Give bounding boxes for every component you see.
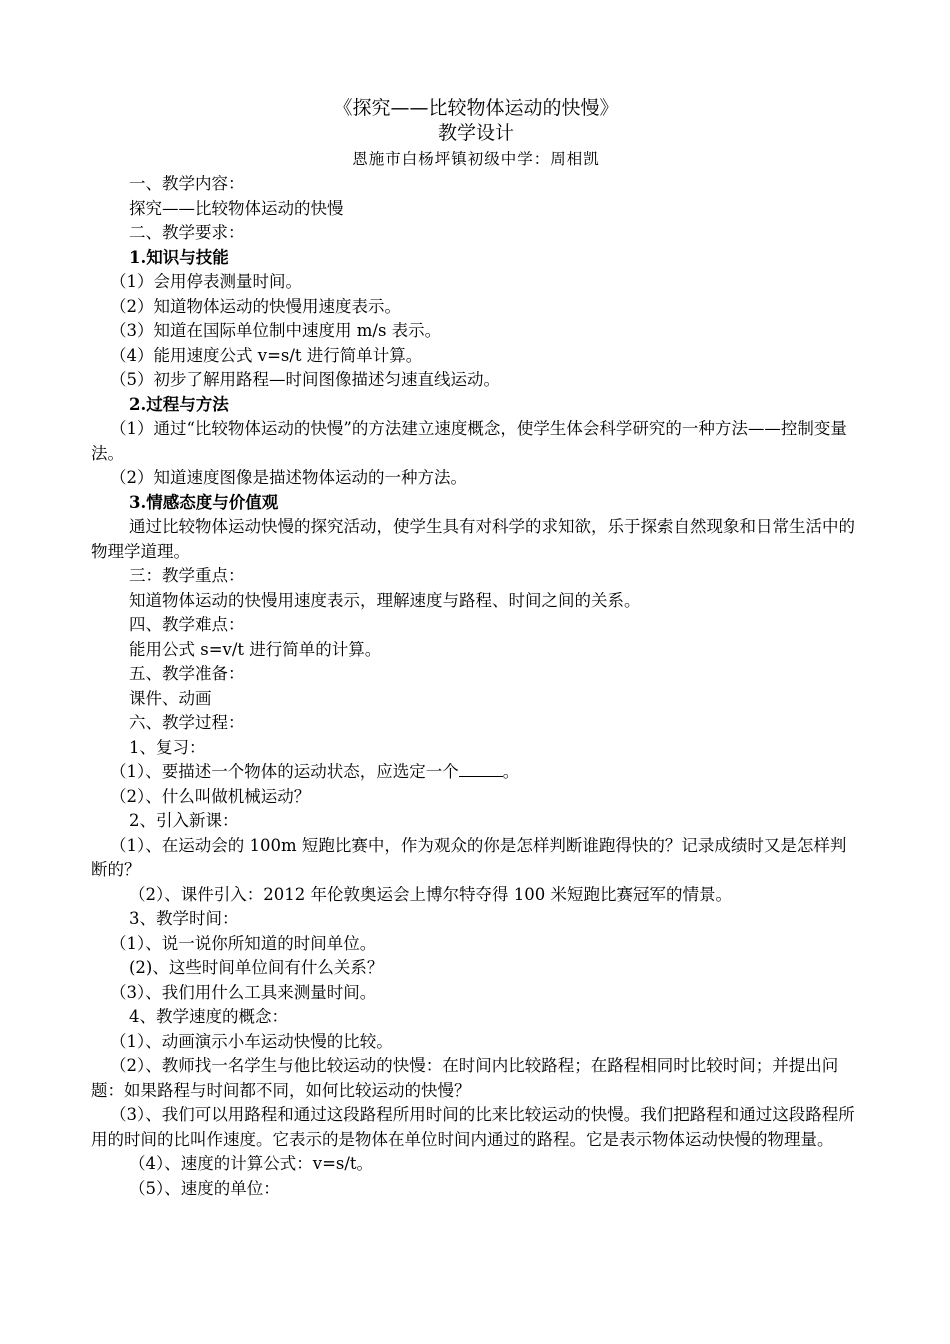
text-line: 六、教学过程： (129, 713, 245, 732)
blank-question-text: （1）、要描述一个物体的运动状态，应选定一个 (110, 762, 459, 781)
text-line: 4、教学速度的概念： (129, 1007, 288, 1026)
text-line: 3.情感态度与价值观 (129, 492, 279, 512)
text-line: 能用公式 s=v/t 进行简单的计算。 (129, 639, 382, 659)
text-line: （3）、我们可以用路程和通过这段路程所用时间的比来比较运动的快慢。我们把路程和通过这段路程所用的时间的比叫作速度。它表示的是物体在单位时间内通过的路程。它是表示物体运动快慢的物理量。 (91, 1105, 855, 1149)
text-line: 五、教学准备： (129, 664, 245, 683)
document-body (91, 96, 861, 1201)
text-line: （1）通过“比较物体运动的快慢”的方法建立速度概念，使学生体会科学研究的一种方法——控制变量法。 (91, 419, 847, 463)
text-line: 通过比较物体运动快慢的探究活动，使学生具有对科学的求知欲，乐于探索自然现象和日常生活中的物理学道理。 (91, 517, 855, 561)
text-line: （1）、在运动会的 100m 短跑比赛中，作为观众的你是怎样判断谁跑得快的？记录成绩时又是怎样判断的？ (91, 835, 847, 879)
text-line: （2）、教师找一名学生与他比较运动的快慢：在时间内比较路程；在路程相同时比较时间；并提出问题：如果路程与时间都不同，如何比较运动的快慢？ (91, 1056, 839, 1100)
text-line: （5）初步了解用路程—时间图像描述匀速直线运动。 (110, 370, 500, 389)
answer-blank (459, 762, 503, 777)
text-line: 四、教学难点： (129, 615, 245, 634)
text-line: 三：教学重点： (129, 566, 245, 585)
text-line: 1.知识与技能 (129, 247, 229, 267)
text-line: 2、引入新课： (129, 811, 239, 830)
text-line: （4）、速度的计算公式：v=s/t。 (129, 1154, 374, 1173)
document-author: 恩施市白杨坪镇初级中学：周相凯 (352, 150, 600, 168)
text-line: （2）、课件引入：2012 年伦敦奥运会上博尔特夺得 100 米短跑比赛冠军的情景。 (129, 884, 732, 904)
question-with-blank (91, 760, 861, 785)
text-line: （1）、动画演示小车运动快慢的比较。 (110, 1031, 393, 1051)
text-line: 一、教学内容： (129, 174, 245, 193)
document-subtitle: 教学设计 (437, 122, 514, 144)
text-line: （2）知道物体运动的快慢用速度表示。 (110, 296, 401, 316)
text-line: 课件、动画 (129, 688, 212, 708)
text-line: （5）、速度的单位： (129, 1178, 280, 1198)
section-lines-1 (91, 172, 861, 760)
text-line: （2）、什么叫做机械运动？ (110, 786, 311, 806)
text-line: （3）知道在国际单位制中速度用 m/s 表示。 (110, 321, 442, 340)
blank-question-end: 。 (502, 762, 520, 781)
text-line: （4）能用速度公式 v=s/t 进行简单计算。 (110, 345, 423, 365)
text-line: 知道物体运动的快慢用速度表示，理解速度与路程、时间之间的关系。 (129, 590, 641, 610)
text-line: 3、教学时间： (129, 909, 239, 928)
section-lines-2 (91, 785, 861, 1202)
text-line: （2）知道速度图像是描述物体运动的一种方法。 (110, 468, 467, 487)
document-title: 《探究——比较物体运动的快慢》 (333, 97, 619, 119)
text-line: （1）会用停表测量时间。 (110, 272, 302, 291)
text-line: （1）、说一说你所知道的时间单位。 (110, 933, 377, 953)
text-line: 2.过程与方法 (129, 394, 229, 414)
text-line: (2)、这些时间单位间有什么关系？ (129, 958, 384, 977)
text-line: 1、复习： (129, 737, 206, 757)
text-line: 探究——比较物体运动的快慢 (129, 198, 344, 218)
text-line: 二、教学要求： (129, 223, 245, 242)
text-line: （3）、我们用什么工具来测量时间。 (110, 982, 377, 1002)
